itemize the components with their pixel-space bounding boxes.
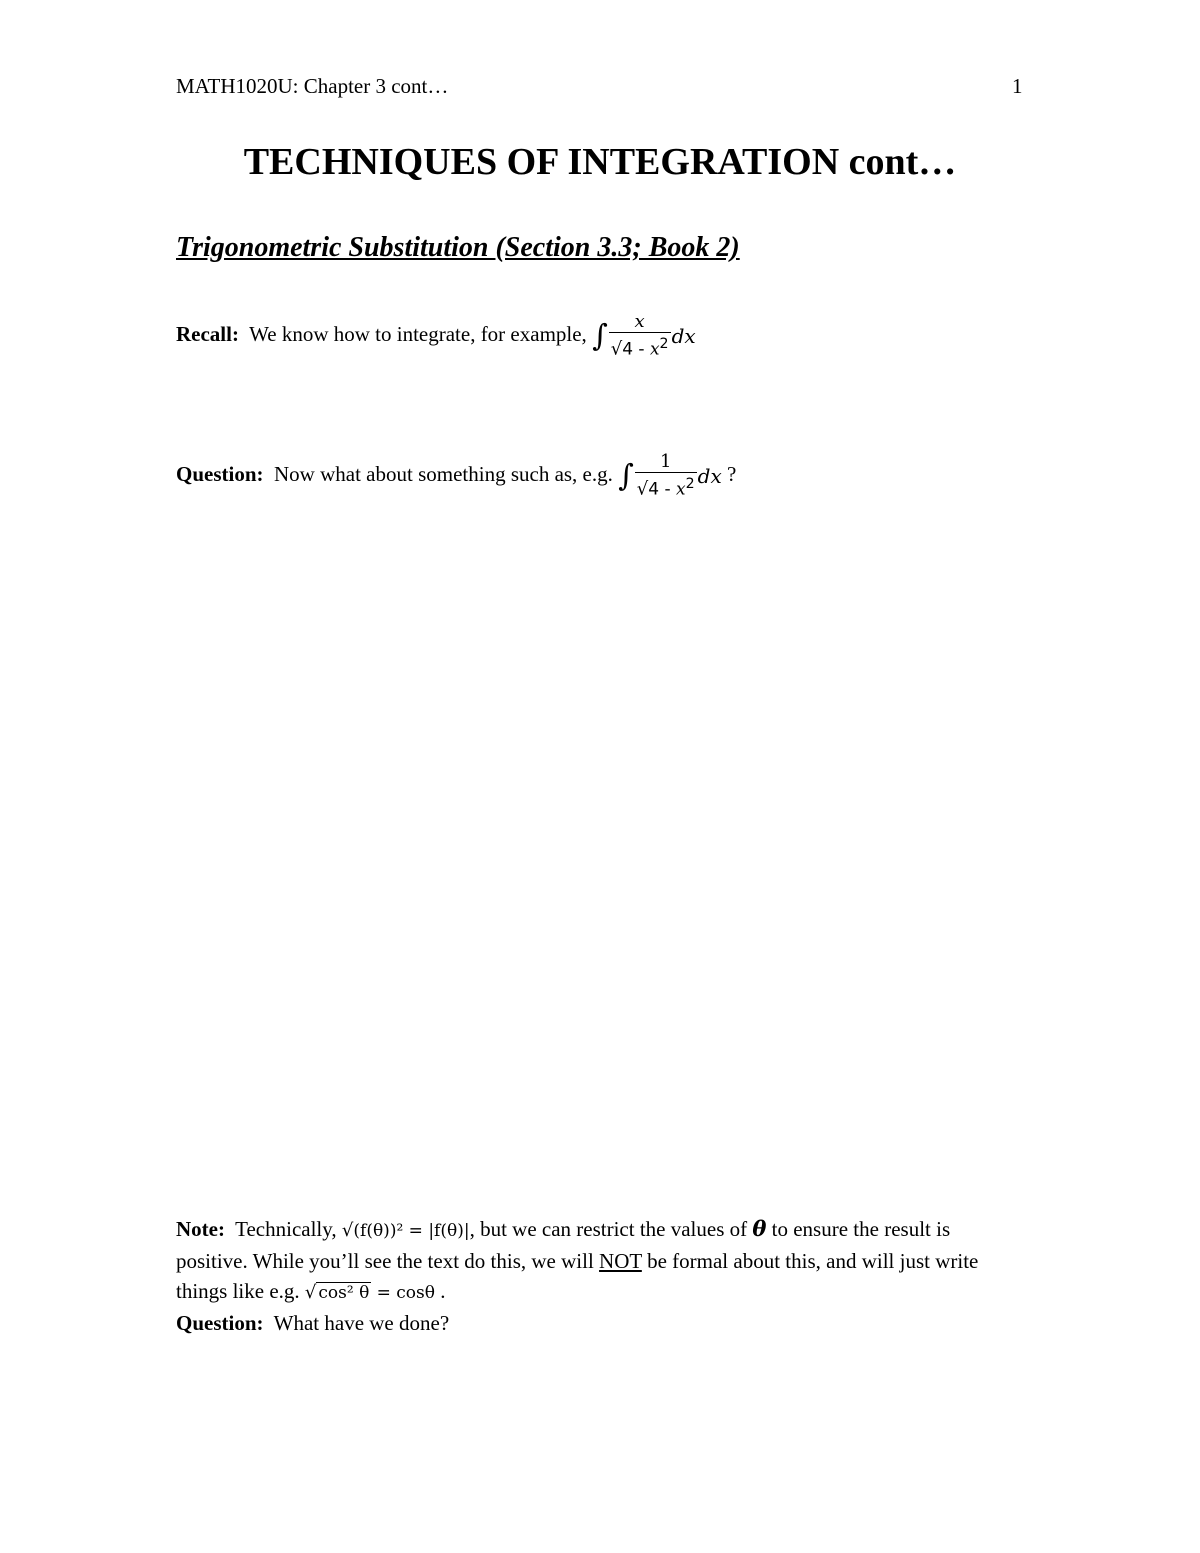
question1-fraction (635, 452, 697, 501)
question2-text: What have we done? (273, 1311, 450, 1335)
question1-line (176, 452, 736, 501)
note-label: Note: (176, 1217, 225, 1241)
integral-sign: ∫ (618, 458, 634, 494)
note-text2: , but we can restrict the values of (469, 1217, 748, 1241)
note-text3: to ensure the result is positive. While you’ll see the text do this, we will (176, 1217, 951, 1273)
page-title: TECHNIQUES OF INTEGRATION cont… (243, 141, 957, 183)
theta-symbol: θ (752, 1216, 767, 1241)
note-text5: . (440, 1279, 446, 1303)
note-text1: Technically, (235, 1217, 337, 1241)
sqrt-sign: √ (610, 338, 623, 360)
recall-dx: dx (671, 324, 696, 349)
recall-numerator: x (634, 311, 645, 332)
recall-label: Recall: (176, 322, 239, 347)
note-text4: be formal about this, and will just write things like e.g. (176, 1249, 979, 1303)
question1-dx: dx (697, 464, 722, 489)
page-number: 1 (1012, 74, 1023, 98)
section-heading: Trigonometric Substitution (Section 3.3; Book 2) (176, 232, 740, 263)
note-paragraph (176, 1214, 1026, 1338)
recall-integral (592, 311, 696, 360)
sqrt-sign: √ (304, 1282, 317, 1303)
integral-sign: ∫ (592, 318, 608, 354)
question1-label: Question: (176, 462, 264, 487)
recall-text: We know how to integrate, for example, (249, 322, 587, 347)
recall-line (176, 312, 696, 361)
running-header: MATH1020U: Chapter 3 cont… (176, 74, 449, 98)
sqrt-sign: √ (636, 478, 649, 500)
question1-text: Now what about something such as, e.g. (274, 462, 613, 487)
note-math2-radicand: cos² θ (318, 1283, 370, 1303)
note-not: NOT (599, 1249, 642, 1273)
sqrt-sign: √ (341, 1220, 354, 1241)
note-math2-rhs: = cosθ (376, 1283, 435, 1303)
question1-denominator: $√4 - x^2$ (635, 472, 697, 501)
recall-fraction (609, 312, 671, 361)
recall-denominator: $√4 - x^2$ (609, 332, 671, 361)
question1-numerator: 1 (659, 451, 672, 472)
question1-integral (618, 451, 727, 500)
note-math1: (f(θ))² = |f(θ)| (353, 1221, 470, 1241)
question2-label: Question: (176, 1311, 264, 1335)
question1-suffix: ? (726, 462, 737, 487)
